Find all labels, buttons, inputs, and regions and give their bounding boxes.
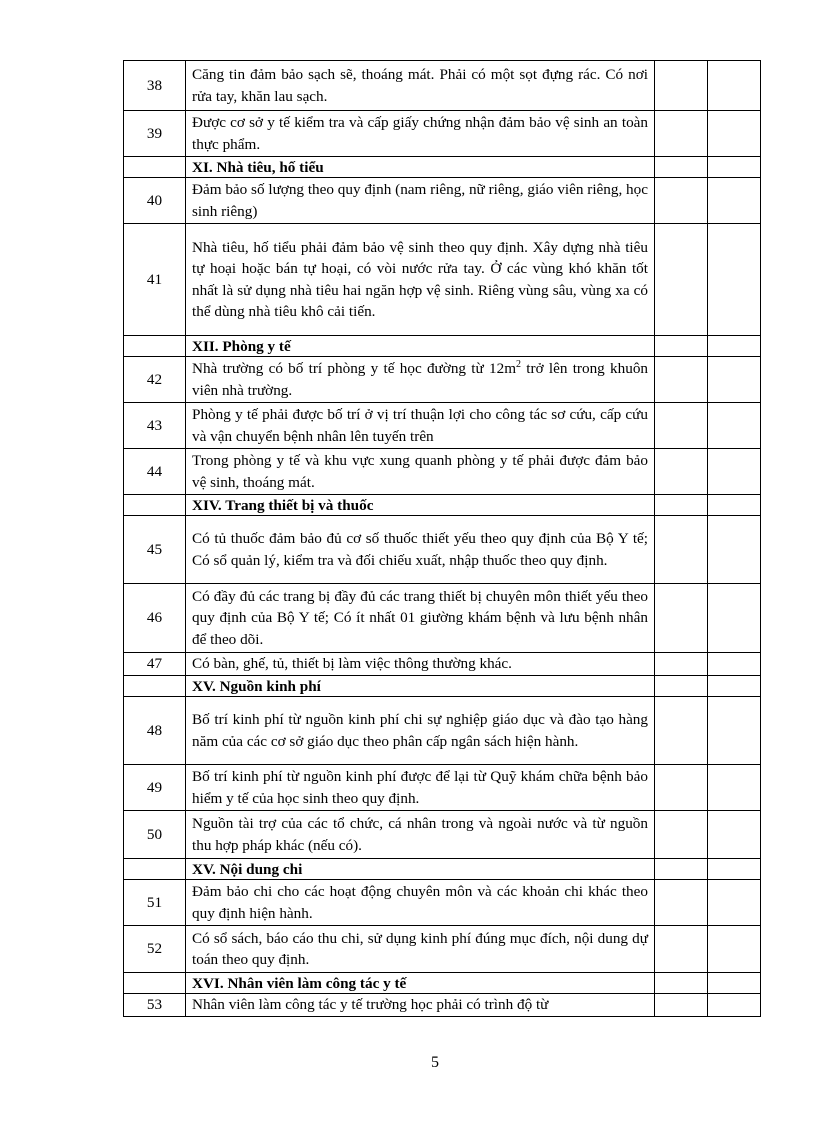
row-text: Có bàn, ghế, tủ, thiết bị làm việc thông thường khác.: [186, 653, 655, 676]
section-header-row: [124, 157, 761, 178]
row-text: Căng tin đảm bảo sạch sẽ, thoáng mát. Phải có một sọt đựng rác. Có nơi rửa tay, khăn lau sạch.: [186, 61, 655, 111]
check-cell-1[interactable]: [655, 926, 708, 973]
table-row: [124, 449, 761, 495]
section-header-row: [124, 336, 761, 357]
section-header-row: [124, 859, 761, 880]
row-number: [124, 973, 186, 994]
row-number: 50: [124, 811, 186, 859]
row-number: 43: [124, 403, 186, 449]
section-title: XV. Nguồn kinh phí: [186, 676, 655, 697]
table-row: [124, 111, 761, 157]
section-title: XVI. Nhân viên làm công tác y tế: [186, 973, 655, 994]
row-number: 39: [124, 111, 186, 157]
check-cell-2[interactable]: [708, 994, 761, 1017]
row-text-part: trở lên trong khuôn viên nhà trường.: [192, 360, 649, 399]
row-number: [124, 859, 186, 880]
row-text: Nhân viên làm công tác y tế trường học phải có trình độ từ: [186, 994, 655, 1017]
section-header-row: [124, 973, 761, 994]
section-title: XI. Nhà tiêu, hố tiểu: [186, 157, 655, 178]
table-row: [124, 516, 761, 584]
check-cell-1: [655, 336, 708, 357]
section-title: XIV. Trang thiết bị và thuốc: [186, 495, 655, 516]
check-cell-1: [655, 676, 708, 697]
check-cell-2[interactable]: [708, 449, 761, 495]
check-cell-1[interactable]: [655, 224, 708, 336]
check-cell-2[interactable]: [708, 357, 761, 403]
row-text: Đảm bảo chi cho các hoạt động chuyên môn và các khoản chi khác theo quy định hiện hành.: [186, 880, 655, 926]
row-number: 51: [124, 880, 186, 926]
check-cell-2[interactable]: [708, 765, 761, 811]
check-cell-1: [655, 973, 708, 994]
check-cell-1[interactable]: [655, 357, 708, 403]
row-number: 49: [124, 765, 186, 811]
check-cell-2[interactable]: [708, 926, 761, 973]
row-text: Phòng y tế phải được bố trí ở vị trí thuận lợi cho công tác sơ cứu, cấp cứu và vận chuyển bệnh nhân lên tuyến trên: [186, 403, 655, 449]
row-number: [124, 495, 186, 516]
check-cell-1[interactable]: [655, 516, 708, 584]
row-text-part: Nhà trường có bố trí phòng y tế học đường từ 12m: [192, 360, 517, 378]
row-number: 44: [124, 449, 186, 495]
check-cell-1: [655, 157, 708, 178]
row-number: 41: [124, 224, 186, 336]
row-text: Nhà tiêu, hố tiểu phải đảm bảo vệ sinh theo quy định. Xây dựng nhà tiêu tự hoại hoặc bán tự hoại, có vòi nước rửa tay. Ở các vùng khó khăn tốt nhất là sử dụng nhà tiêu hai ngăn hợp vệ sinh. Riêng vùng sâu, vùng xa có thể dùng nhà tiêu khô cải tiến.: [186, 224, 655, 336]
check-cell-1[interactable]: [655, 111, 708, 157]
checklist-table-body: [124, 61, 761, 1017]
check-cell-2[interactable]: [708, 61, 761, 111]
check-cell-1[interactable]: [655, 178, 708, 224]
check-cell-1: [655, 859, 708, 880]
check-cell-1[interactable]: [655, 449, 708, 495]
table-row: [124, 880, 761, 926]
check-cell-2[interactable]: [708, 653, 761, 676]
check-cell-2: [708, 495, 761, 516]
check-cell-1[interactable]: [655, 403, 708, 449]
check-cell-2: [708, 859, 761, 880]
check-cell-2[interactable]: [708, 811, 761, 859]
table-row: [124, 765, 761, 811]
check-cell-2[interactable]: [708, 697, 761, 765]
check-cell-1[interactable]: [655, 653, 708, 676]
checklist-table: [123, 60, 761, 1017]
row-number: 40: [124, 178, 186, 224]
table-row: [124, 994, 761, 1017]
row-text: Nguồn tài trợ của các tổ chức, cá nhân trong và ngoài nước và từ nguồn thu hợp pháp khác (nếu có).: [186, 811, 655, 859]
table-row: [124, 61, 761, 111]
check-cell-1: [655, 495, 708, 516]
table-row: [124, 653, 761, 676]
page-number: 5: [431, 1054, 439, 1071]
check-cell-2: [708, 973, 761, 994]
section-header-row: [124, 676, 761, 697]
table-row: [124, 178, 761, 224]
check-cell-2: [708, 157, 761, 178]
check-cell-2[interactable]: [708, 880, 761, 926]
check-cell-1[interactable]: [655, 584, 708, 653]
check-cell-1[interactable]: [655, 61, 708, 111]
row-number: 46: [124, 584, 186, 653]
row-text: Có tủ thuốc đảm bảo đủ cơ số thuốc thiết yếu theo quy định của Bộ Y tế; Có sổ quản lý, kiểm tra và đối chiếu xuất, nhập thuốc theo quy định.: [186, 516, 655, 584]
row-text: Đảm bảo số lượng theo quy định (nam riêng, nữ riêng, giáo viên riêng, học sinh riêng): [186, 178, 655, 224]
table-row: [124, 584, 761, 653]
row-number: 38: [124, 61, 186, 111]
check-cell-2[interactable]: [708, 178, 761, 224]
check-cell-1[interactable]: [655, 697, 708, 765]
row-number: [124, 676, 186, 697]
row-text: Trong phòng y tế và khu vực xung quanh phòng y tế phải được đảm bảo vệ sinh, thoáng mát.: [186, 449, 655, 495]
check-cell-2[interactable]: [708, 224, 761, 336]
row-number: [124, 157, 186, 178]
row-number: 45: [124, 516, 186, 584]
row-text: Bố trí kinh phí từ nguồn kinh phí được để lại từ Quỹ khám chữa bệnh bảo hiểm y tế của học sinh theo quy định.: [186, 765, 655, 811]
row-number: [124, 336, 186, 357]
check-cell-2[interactable]: [708, 403, 761, 449]
check-cell-2: [708, 336, 761, 357]
table-row: [124, 811, 761, 859]
check-cell-1[interactable]: [655, 811, 708, 859]
section-title: XV. Nội dung chi: [186, 859, 655, 880]
row-number: 42: [124, 357, 186, 403]
check-cell-2[interactable]: [708, 584, 761, 653]
section-title: XII. Phòng y tế: [186, 336, 655, 357]
check-cell-2[interactable]: [708, 111, 761, 157]
section-header-row: [124, 495, 761, 516]
check-cell-2[interactable]: [708, 516, 761, 584]
table-row: [124, 224, 761, 336]
check-cell-2: [708, 676, 761, 697]
row-number: 48: [124, 697, 186, 765]
row-text: Có đầy đủ các trang bị đầy đủ các trang thiết bị chuyên môn thiết yếu theo quy định của Bộ Y tế; Có ít nhất 01 giường khám bệnh và lưu bệnh nhân để theo dõi.: [186, 584, 655, 653]
table-row: [124, 926, 761, 973]
check-cell-1[interactable]: [655, 994, 708, 1017]
check-cell-1[interactable]: [655, 880, 708, 926]
area-superscript: 2: [516, 359, 522, 371]
row-text: [186, 357, 655, 403]
row-number: 52: [124, 926, 186, 973]
row-text: Được cơ sở y tế kiểm tra và cấp giấy chứng nhận đảm bảo vệ sinh an toàn thực phẩm.: [186, 111, 655, 157]
table-row: [124, 697, 761, 765]
row-number: 53: [124, 994, 186, 1017]
table-row: [124, 357, 761, 403]
row-text: Có sổ sách, báo cáo thu chi, sử dụng kinh phí đúng mục đích, nội dung dự toán theo quy định.: [186, 926, 655, 973]
check-cell-1[interactable]: [655, 765, 708, 811]
row-text: Bố trí kinh phí từ nguồn kinh phí chi sự nghiệp giáo dục và đào tạo hàng năm của các cơ sở giáo dục theo phân cấp ngân sách hiện hành.: [186, 697, 655, 765]
row-number: 47: [124, 653, 186, 676]
table-row: [124, 403, 761, 449]
